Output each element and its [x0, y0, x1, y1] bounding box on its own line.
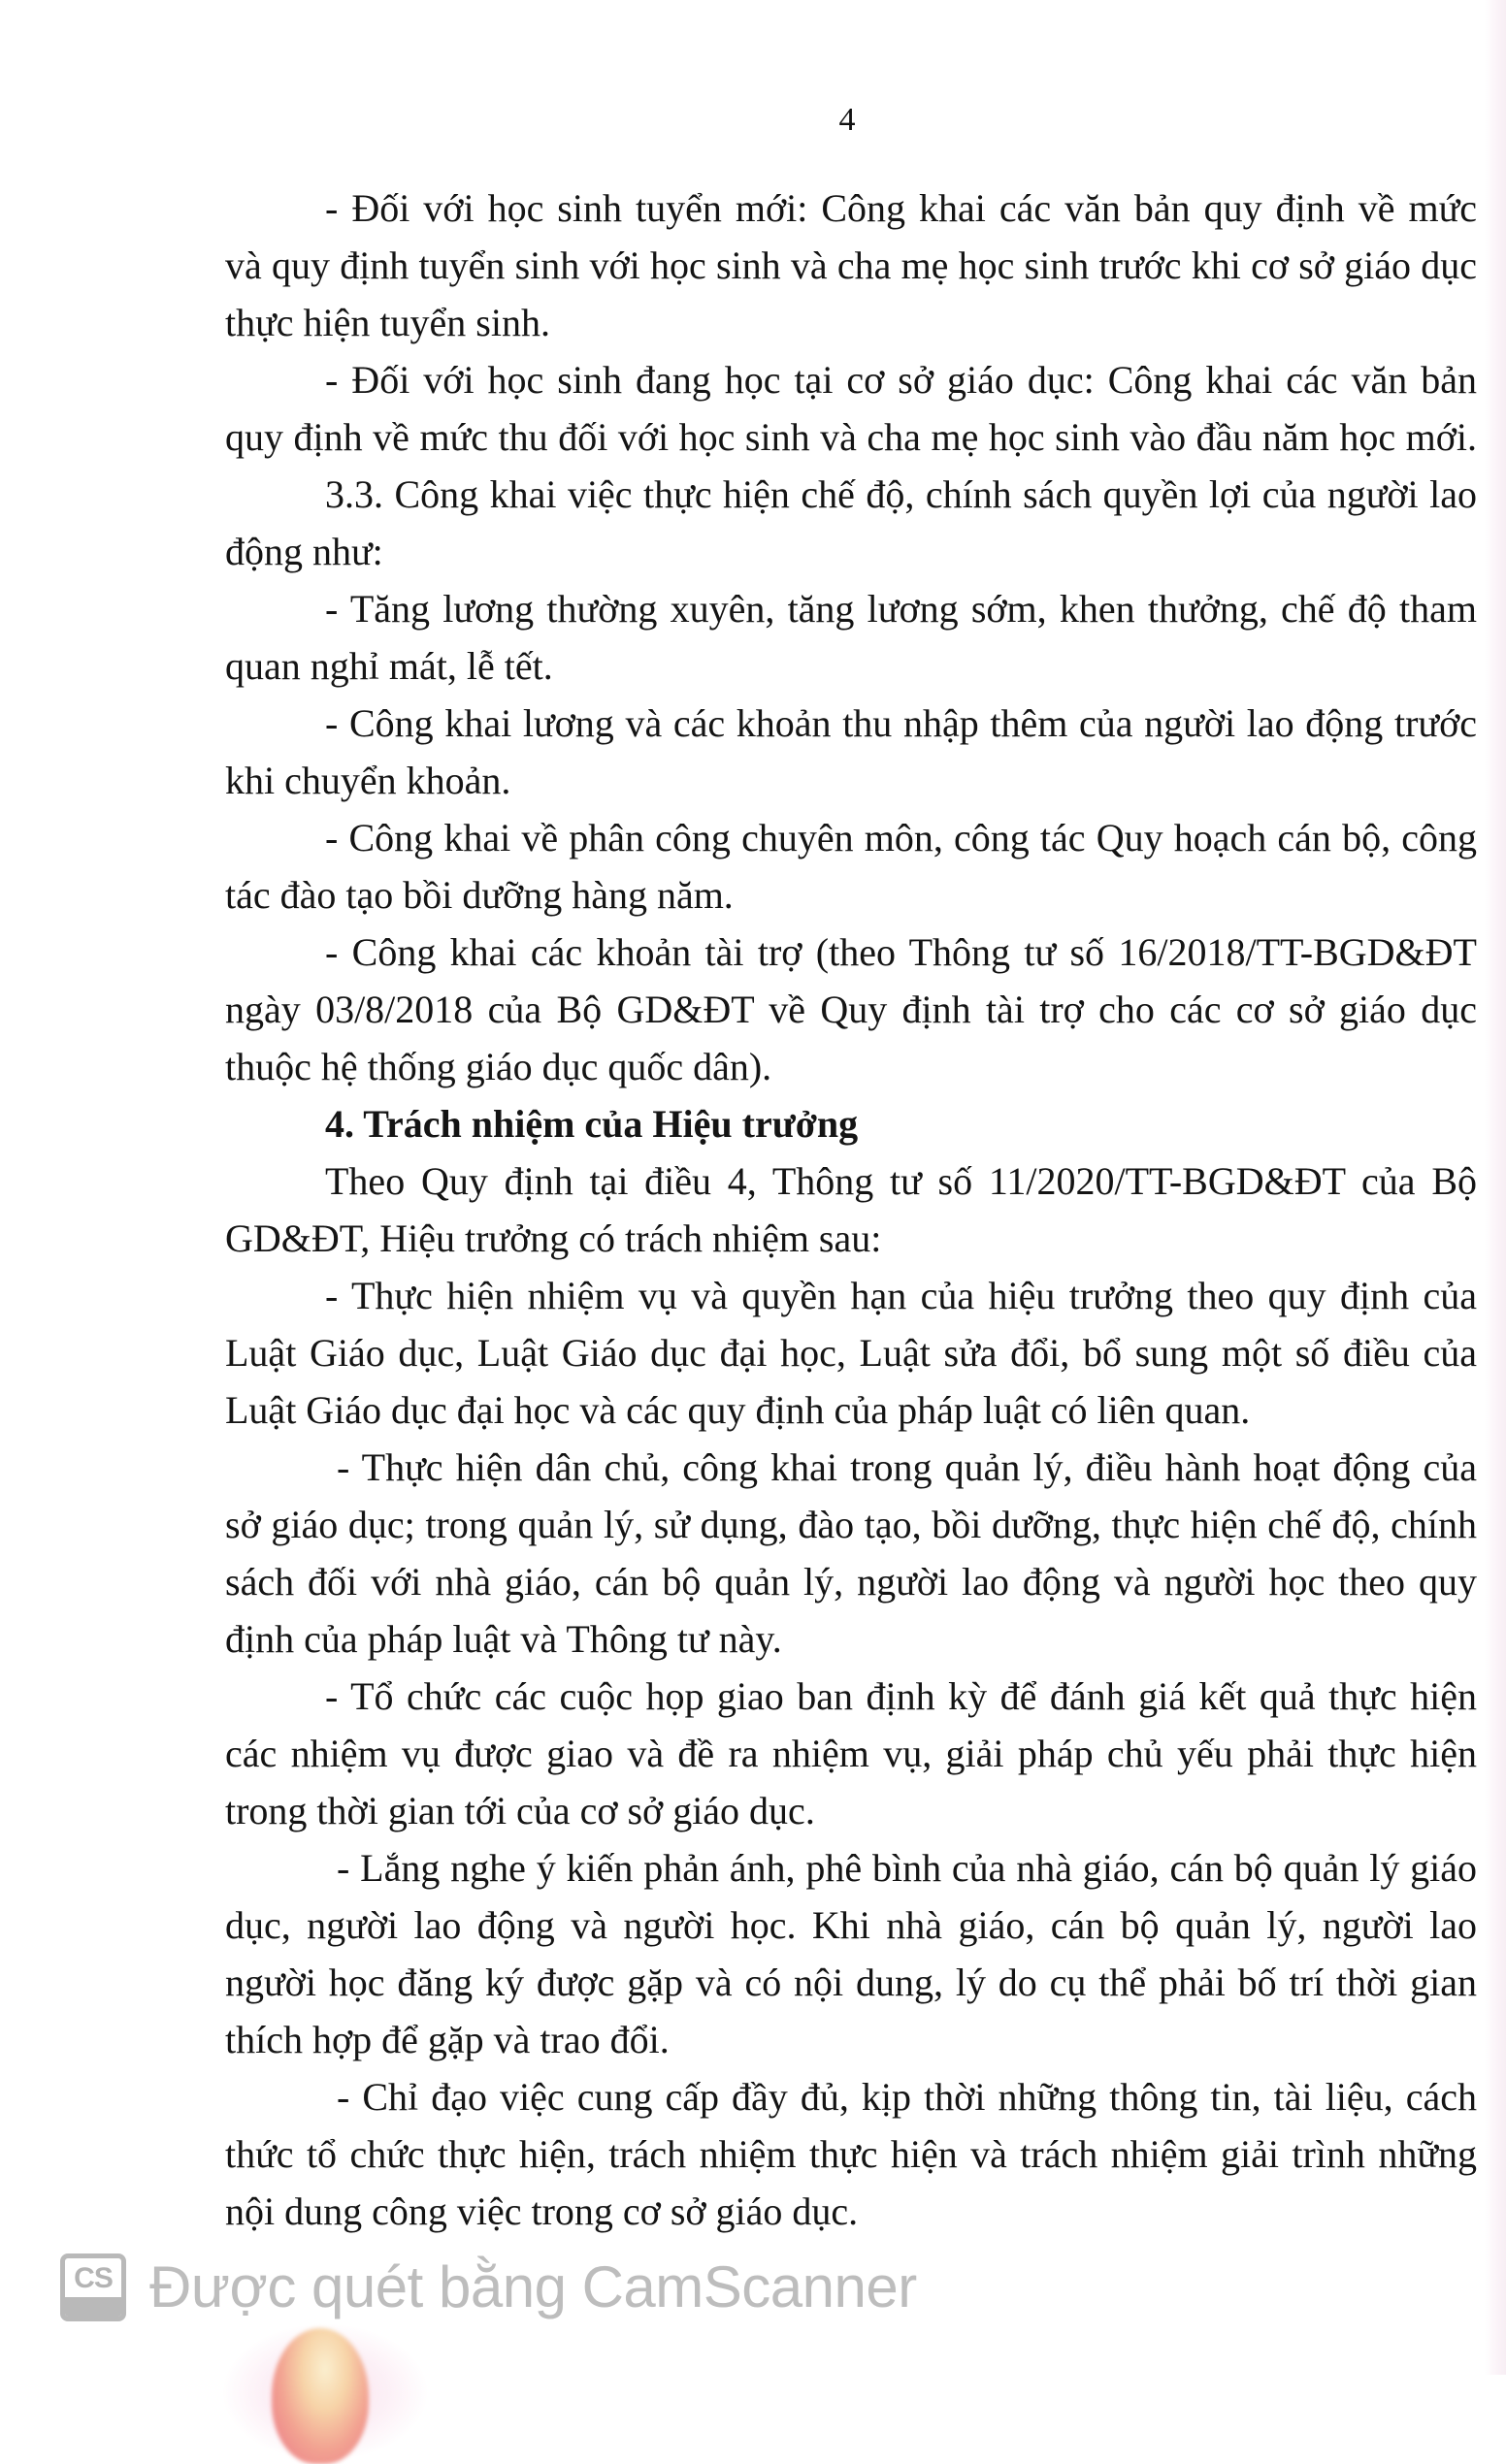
- camscanner-watermark: [60, 2253, 917, 2321]
- text-line: định của pháp luật và Thông tư này.: [225, 1617, 782, 1661]
- text-line: nội dung công việc trong cơ sở giáo dục.: [225, 2189, 859, 2233]
- text-line: - Công khai lương và các khoản thu nhập thêm của người lao động trước: [325, 701, 1477, 745]
- text-line: sở giáo dục; trong quản lý, sử dụng, đào tạo, bồi dưỡng, thực hiện chế độ, chính: [225, 1503, 1477, 1546]
- text-line: sách đối với nhà giáo, cán bộ quản lý, người lao động và người học theo quy: [225, 1560, 1477, 1604]
- finger-blur: [223, 2315, 427, 2431]
- text-line: trong thời gian tới của cơ sở giáo dục.: [225, 1789, 815, 1832]
- text-line: tác đào tạo bồi dưỡng hàng năm.: [225, 873, 734, 917]
- text-line: thích hợp để gặp và trao đổi.: [225, 2018, 670, 2061]
- text-line: động như:: [225, 530, 383, 573]
- page-edge-shadow: [1485, 0, 1506, 2375]
- text-line: Luật Giáo dục đại học và các quy định của pháp luật có liên quan.: [225, 1388, 1251, 1432]
- text-line: - Tăng lương thường xuyên, tăng lương sớm, khen thưởng, chế độ tham: [325, 587, 1477, 631]
- text-line: các nhiệm vụ được giao và đề ra nhiệm vụ, giải pháp chủ yếu phải thực hiện: [225, 1732, 1477, 1775]
- text-line: quy định về mức thu đối với học sinh và cha mẹ học sinh vào đầu năm học mới.: [225, 415, 1477, 459]
- text-line: quan nghỉ mát, lễ tết.: [225, 644, 553, 688]
- text-line: ngày 03/8/2018 của Bộ GD&ĐT về Quy định tài trợ cho các cơ sở giáo dục: [225, 988, 1477, 1031]
- camscanner-logo-icon: [60, 2253, 126, 2321]
- text-line: - Đối với học sinh tuyển mới: Công khai các văn bản quy định về mức: [325, 186, 1477, 230]
- text-line: thuộc hệ thống giáo dục quốc dân).: [225, 1045, 772, 1088]
- text-line: - Thực hiện nhiệm vụ và quyền hạn của hiệu trưởng theo quy định của: [325, 1274, 1477, 1317]
- text-line: - Công khai về phân công chuyên môn, công tác Quy hoạch cán bộ, công: [325, 816, 1477, 859]
- text-line: khi chuyển khoản.: [225, 759, 511, 802]
- text-line: GD&ĐT, Hiệu trưởng có trách nhiệm sau:: [225, 1216, 882, 1260]
- text-line: dục, người lao động và người học. Khi nhà giáo, cán bộ quản lý, người lao: [225, 1903, 1477, 1947]
- text-line: và quy định tuyển sinh với học sinh và cha mẹ học sinh trước khi cơ sở giáo dục: [225, 243, 1477, 287]
- page-number: 4: [838, 102, 856, 138]
- text-line: 3.3. Công khai việc thực hiện chế độ, chính sách quyền lợi của người lao: [325, 472, 1477, 516]
- text-line: thực hiện tuyển sinh.: [225, 301, 550, 344]
- text-line: Theo Quy định tại điều 4, Thông tư số 11/2020/TT-BGD&ĐT của Bộ: [325, 1159, 1477, 1203]
- section-heading: 4. Trách nhiệm của Hiệu trưởng: [325, 1102, 859, 1146]
- text-line: thức tổ chức thực hiện, trách nhiệm thực hiện và trách nhiệm giải trình những: [225, 2132, 1477, 2176]
- document-body: [225, 179, 1477, 2240]
- text-line: Luật Giáo dục, Luật Giáo dục đại học, Luật sửa đổi, bổ sung một số điều của: [225, 1331, 1477, 1375]
- text-line: - Chỉ đạo việc cung cấp đầy đủ, kịp thời những thông tin, tài liệu, cách: [337, 2075, 1477, 2119]
- fingertip: [272, 2328, 369, 2464]
- text-line: - Đối với học sinh đang học tại cơ sở giáo dục: Công khai các văn bản: [325, 358, 1477, 402]
- text-line: - Lắng nghe ý kiến phản ánh, phê bình của nhà giáo, cán bộ quản lý giáo: [337, 1846, 1477, 1890]
- text-line: - Tổ chức các cuộc họp giao ban định kỳ để đánh giá kết quả thực hiện: [325, 1674, 1477, 1718]
- camscanner-logo-text: CS: [74, 2262, 113, 2294]
- text-line: người học đăng ký được gặp và có nội dung, lý do cụ thể phải bố trí thời gian: [225, 1961, 1477, 2004]
- watermark-text: Được quét bằng CamScanner: [149, 2254, 917, 2319]
- text-line: - Công khai các khoản tài trợ (theo Thông tư số 16/2018/TT-BGD&ĐT: [325, 930, 1477, 974]
- text-line: - Thực hiện dân chủ, công khai trong quản lý, điều hành hoạt động của: [337, 1445, 1477, 1489]
